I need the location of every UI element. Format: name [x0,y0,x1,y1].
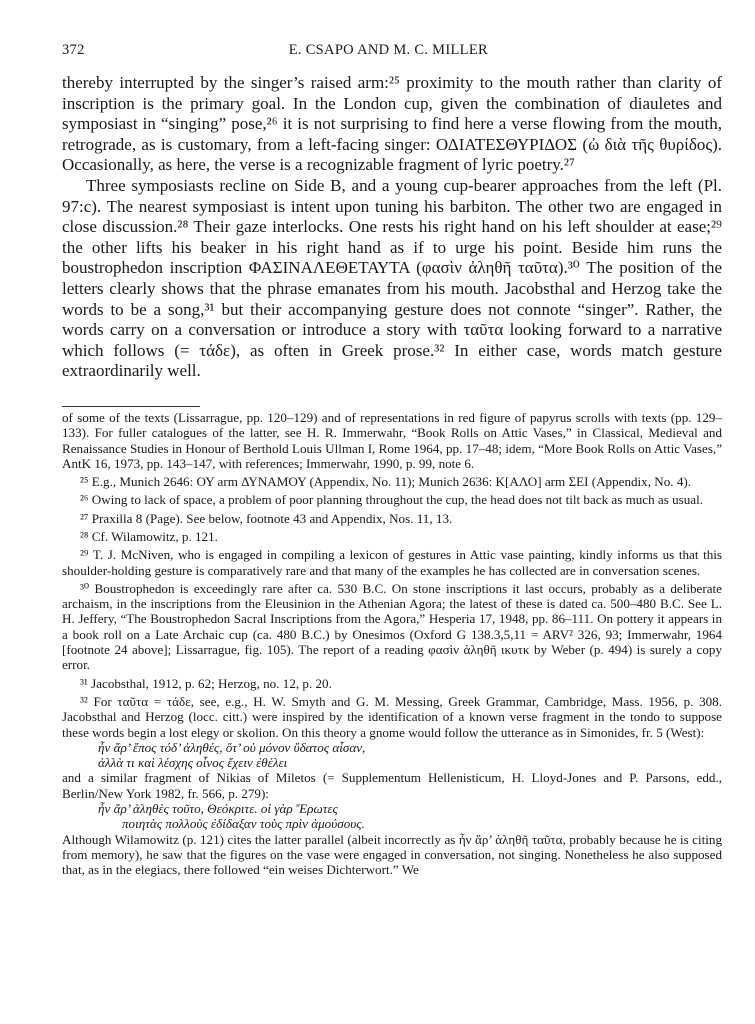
running-header [62,42,722,59]
footnote-continuation: of some of the texts (Lissarrague, pp. 120–129) and of representations in red figure of papyrus scrolls with texts (pp. 129–133). For fuller catalogues of the latter, see H. R. Immerwahr, “Book Rolls on Attic Vases,” in Classical, Medieval and Renaissance Studies in Honour of Berthold Louis Ullman I, Rome 1964, pp. 17–48; idem, “More Book Rolls on Attic Vases,” AntK 16, 1973, pp. 143–147, with references; Immerwahr, 1990, p. 99, note 6. [62,409,722,471]
footnote-27: ²⁷ Praxilla 8 (Page). See below, footnote 43 and Appendix, Nos. 11, 13. [80,510,453,526]
body-paragraph-1: thereby interrupted by the singer’s raised arm:²⁵ proximity to the mouth rather than clarity of inscription is the primary goal. In the London cup, given the combination of diauletes and symposiast in “singing” pose,²⁶ it is not surprising to find here a verse flowing from the mouth, retrograde, as is customary, from a left-facing singer: ΟΔΙΑΤΕΣΘΥΡΙΔΟΣ (ὠ διὰ τῆς θυρίδος). Occasionally, as here, the verse is a recognizable fragment of lyric poetry.²⁷ [62,73,722,175]
footnote-26: ²⁶ Owing to lack of space, a problem of poor planning throughout the cup, the head does not tilt back as much as usual. [80,492,704,508]
footnote-25: ²⁵ E.g., Munich 2646: ΟΥ arm ΔΥΝΑΜΟΥ (Appendix, No. 11); Munich 2636: Κ[ΑΛΟ] arm ΣΕΙ (Appendix, No. 4). [80,474,692,490]
footnote-rule [62,406,200,407]
verse-simonides-line-2: ἀλλὰ τι καὶ λέσχης οἶνος ἔχειν ἐθέλει [98,755,288,771]
footnote-29: ²⁹ T. J. McNiven, who is engaged in compiling a lexicon of gestures in Attic vase painting, kindly informs us that this shoulder-holding gesture is comparatively rare and that many of the examples he has collected are in conversation scenes. [62,547,722,578]
page-number: 372 [62,42,85,58]
page [62,42,722,878]
footnote-28: ²⁸ Cf. Wilamowitz, p. 121. [80,528,218,544]
verse-simonides-line-1: ἦν ἄρ’ ἔπος τόδ’ ἀληθές, ὅτ’ οὐ μόνον ὕδατος αἶσαν, [98,739,366,755]
verse-nikias-line-1: ἦν ἄρ’ ἀληθὲς τοῦτο, Θεόκριτε. οἱ γὰρ Ἔρωτες [98,801,338,817]
footnote-30: ³⁰ Boustrophedon is exceedingly rare after ca. 530 B.C. On stone inscriptions it last occurs, probably as a deliberate archaism, in the inscriptions from the Eleusinion in the Athenian Agora; the latest of these is dated ca. 500–480 B.C. See L. H. Jeffery, “The Boustrophedon Sacral Inscriptions from the Agora,” Hesperia 17, 1948, pp. 86–111. On pottery it appears in a book roll on a Late Archaic cup (ca. 480 B.C.) by Onesimos (Oxford G 138.3,5,11 = ARV² 326, 93; Immerwahr, 1964 [footnote 24 above]; Lissarrague, fig. 105). The report of a reading φασὶν ἀληθῆ ικυτκ by Weber (p. 494) is surely a copy error. [62,580,722,673]
footnote-32-continuation: and a similar fragment of Nikias of Miletos (= Supplementum Hellenisticum, H. Lloyd-Jones and P. Parsons, edd., Berlin/New York 1982, fr. 566, p. 279): [62,770,722,801]
footnote-31: ³¹ Jacobsthal, 1912, p. 62; Herzog, no. 12, p. 20. [80,675,332,691]
body-paragraph-2: Three symposiasts recline on Side B, and a young cup-bearer approaches from the left (Pl. 97:c). The nearest symposiast is intent upon tuning his barbiton. The other two are engaged in close discussion.²⁸ Their gaze interlocks. One rests his right hand on his left shoulder at ease;²⁹ the other lifts his beaker in his right hand as if to urge his point. Beside him runs the boustrophedon inscription ΦΑΣΙΝΑΛΕΘΕΤΑΥΤΑ (φασὶν ἀληθῆ ταῦτα).³⁰ The position of the letters clearly shows that the phrase emanates from his mouth. Jacobsthal and Herzog take the words to be a song,³¹ but their accompanying gesture does not connote “singer”. Rather, the words carry on a conversation or introduce a story with ταῦτα looking forward to a narrative which follows (= τάδε), as often in Greek prose.³² In either case, words match gesture extraordinarily well. [62,175,722,381]
footnotes [62,410,722,878]
running-title: E. CSAPO AND M. C. MILLER [288,42,488,58]
main-text [62,73,722,382]
footnote-32: ³² For ταῦτα = τάδε, see, e.g., H. W. Smyth and G. M. Messing, Greek Grammar, Cambridge, Mass. 1956, p. 308. Jacobsthal and Herzog (locc. citt.) were inspired by the identification of a known verse fragment in the tondo to suppose these words begin a lost elegy or skolion. On this theory a gnome would follow the utterance as in Simonides, fr. 5 (West): [62,693,722,740]
footnote-32-closing: Although Wilamowitz (p. 121) cites the latter parallel (albeit incorrectly as ἦν ἄρ’ ἀληθῆ ταῦτα, probably because he is citing from memory), he saw that the figures on the vase were engaged in conversation, not singing. Nonetheless he also supposed that, as in the elegiacs, there followed “ein weises Dichterwort.” We [62,831,722,878]
verse-nikias-line-2: ποιητὰς πολλοὺς ἐδίδαξαν τοὺς πρὶν ἀμούσους. [122,816,365,832]
